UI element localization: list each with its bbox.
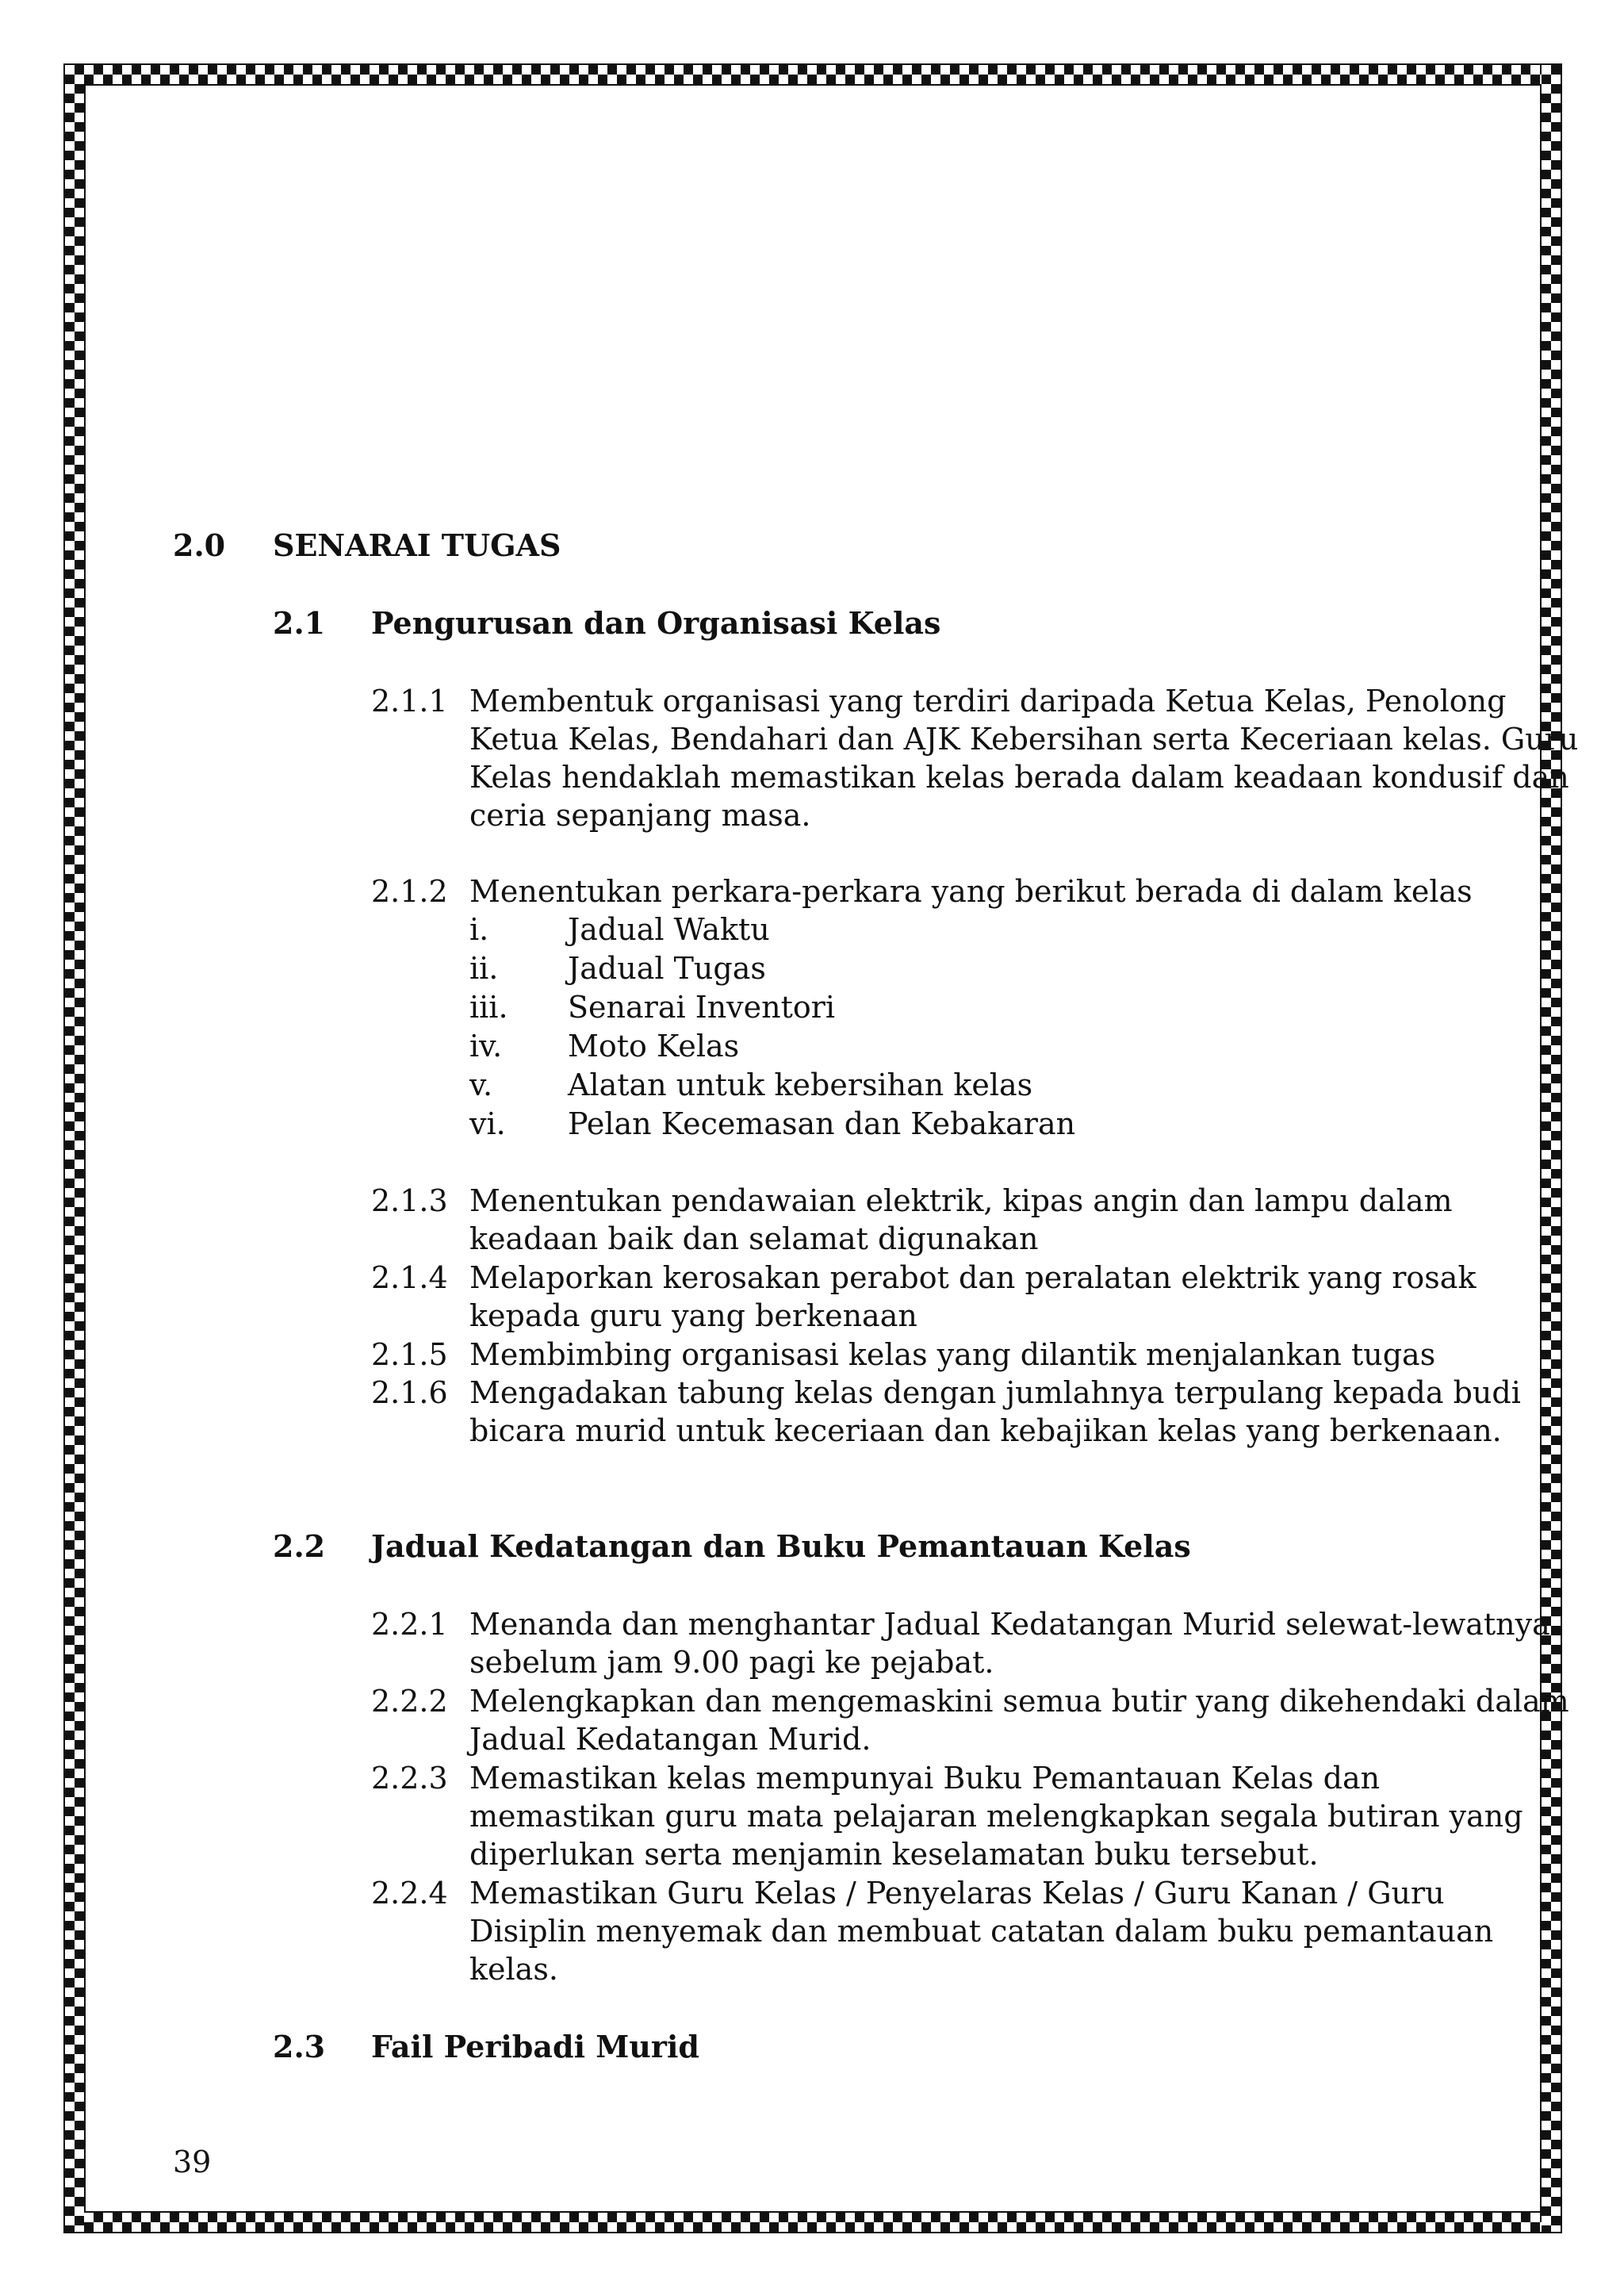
item-number: 2.1.1 — [371, 684, 448, 719]
sublist-text: Jadual Tugas — [568, 951, 766, 986]
item-text-line: Melaporkan kerosakan perabot dan peralatan elektrik yang rosak — [469, 1260, 1477, 1295]
item-number: 2.1.6 — [371, 1375, 448, 1410]
item-text-line: kelas. — [469, 1952, 558, 1987]
item-number: 2.2.2 — [371, 1684, 448, 1719]
sublist-text: Moto Kelas — [568, 1029, 740, 1064]
subsection-number: 2.2 — [273, 1528, 326, 1564]
item-number: 2.2.4 — [371, 1876, 448, 1911]
item-number: 2.1.2 — [371, 874, 448, 909]
sublist-marker: ii. — [469, 951, 499, 986]
page-number: 39 — [173, 2145, 212, 2179]
item-number: 2.1.4 — [371, 1260, 448, 1295]
subsection-number: 2.1 — [273, 605, 326, 641]
item-text-line: sebelum jam 9.00 pagi ke pejabat. — [469, 1645, 994, 1680]
sublist-marker: v. — [469, 1068, 493, 1102]
item-text-line: ceria sepanjang masa. — [469, 798, 811, 833]
subsection-number: 2.3 — [273, 2029, 326, 2064]
item-text-line: bicara murid untuk keceriaan dan kebajikan kelas yang berkenaan. — [469, 1413, 1502, 1448]
item-text-line: diperlukan serta menjamin keselamatan buku tersebut. — [469, 1837, 1319, 1872]
sublist-text: Alatan untuk kebersihan kelas — [568, 1068, 1033, 1102]
item-number: 2.2.1 — [371, 1607, 448, 1642]
item-text-line: memastikan guru mata pelajaran melengkapkan segala butiran yang — [469, 1799, 1523, 1834]
sublist-text: Pelan Kecemasan dan Kebakaran — [568, 1106, 1076, 1141]
sublist-marker: iii. — [469, 990, 508, 1025]
item-text-line: Membentuk organisasi yang terdiri daripada Ketua Kelas, Penolong — [469, 684, 1507, 719]
subsection-title: Pengurusan dan Organisasi Kelas — [371, 605, 941, 641]
sublist-marker: i. — [469, 912, 489, 947]
item-text-line: Ketua Kelas, Bendahari dan AJK Kebersihan serta Keceriaan kelas. Guru — [469, 722, 1579, 757]
item-text-line: Melengkapkan dan mengemaskini semua butir yang dikehendaki dalam — [469, 1684, 1569, 1719]
subsection-title: Fail Peribadi Murid — [371, 2029, 699, 2064]
subsection-title: Jadual Kedatangan dan Buku Pemantauan Kelas — [371, 1528, 1191, 1564]
item-number: 2.2.3 — [371, 1761, 448, 1796]
item-text-line: Kelas hendaklah memastikan kelas berada dalam keadaan kondusif dan — [469, 760, 1569, 795]
section-title: SENARAI TUGAS — [273, 527, 561, 563]
item-number: 2.1.5 — [371, 1337, 448, 1372]
item-text-line: Menanda dan menghantar Jadual Kedatangan Murid selewat-lewatnya — [469, 1607, 1550, 1642]
item-text-line: Memastikan kelas mempunyai Buku Pemantauan Kelas dan — [469, 1761, 1381, 1796]
item-text-line: Disiplin menyemak dan membuat catatan dalam buku pemantauan — [469, 1914, 1494, 1949]
item-text-line: Memastikan Guru Kelas / Penyelaras Kelas / Guru Kanan / Guru — [469, 1876, 1445, 1911]
section-number: 2.0 — [173, 527, 226, 563]
sublist-text: Jadual Waktu — [568, 912, 770, 947]
sublist-marker: iv. — [469, 1029, 503, 1064]
item-text-line: keadaan baik dan selamat digunakan — [469, 1221, 1039, 1256]
item-text-line: Jadual Kedatangan Murid. — [469, 1722, 871, 1757]
item-text-line: kepada guru yang berkenaan — [469, 1298, 917, 1333]
sublist-marker: vi. — [469, 1106, 506, 1141]
item-number: 2.1.3 — [371, 1183, 448, 1218]
sublist-text: Senarai Inventori — [568, 990, 836, 1025]
item-text-line: Mengadakan tabung kelas dengan jumlahnya terpulang kepada budi — [469, 1375, 1521, 1410]
item-text-line: Membimbing organisasi kelas yang dilantik menjalankan tugas — [469, 1337, 1436, 1372]
item-text-line: Menentukan pendawaian elektrik, kipas angin dan lampu dalam — [469, 1183, 1453, 1218]
item-text-line: Menentukan perkara-perkara yang berikut berada di dalam kelas — [469, 874, 1473, 909]
